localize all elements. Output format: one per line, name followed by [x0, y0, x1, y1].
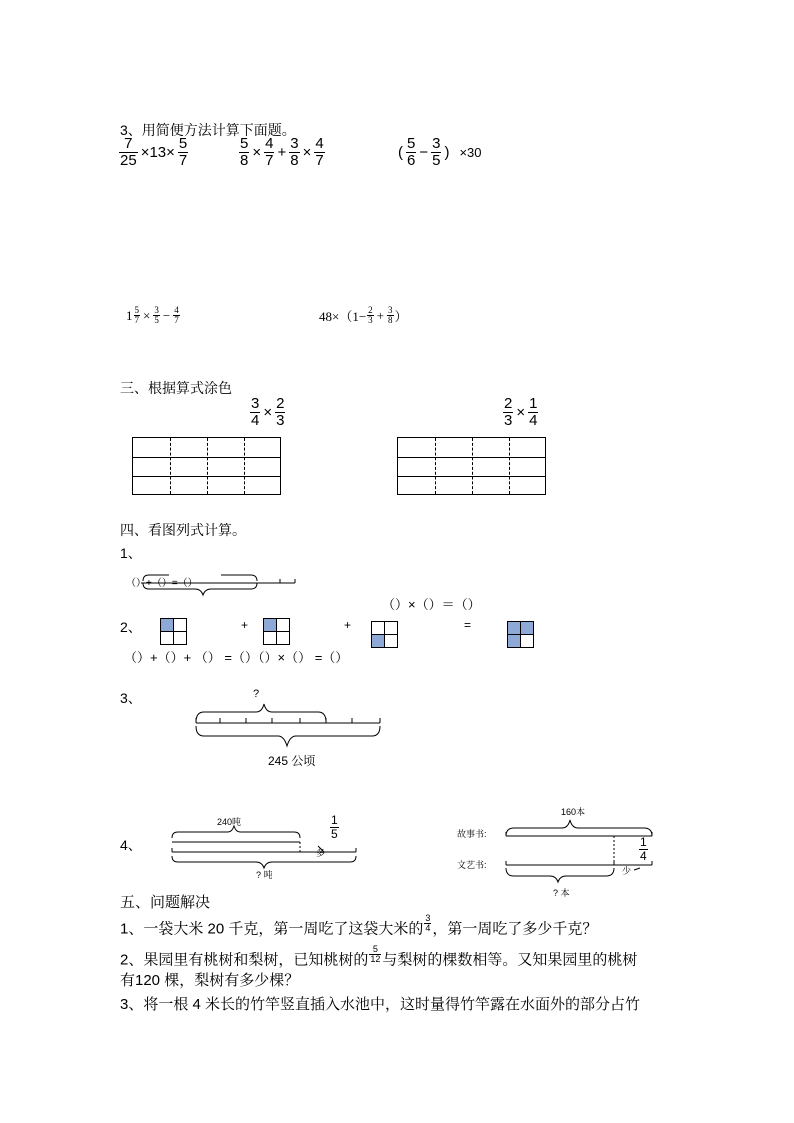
right-color-grid[interactable]	[397, 437, 546, 495]
color-section-title: 三、根据算式涂色	[120, 380, 232, 396]
q1-equation[interactable]: （）×（）＝（）	[382, 597, 481, 612]
q2-square-2	[263, 618, 290, 645]
q2-square-1	[160, 618, 187, 645]
q3-total: 245 公顷	[268, 754, 316, 768]
q4-left-bottom-label: ? 吨	[256, 870, 273, 880]
problem-3: 3、将一根 4 米长的竹竿竖直插入水池中，这时量得竹竿露在水面外的部分占竹	[120, 996, 641, 1013]
section-3-title: 3、用简便方法计算下面题。	[120, 122, 296, 138]
q4-right-row2-label: 文艺书:	[457, 860, 487, 870]
expression-2: $\frac{5}{8}$ × $\frac{4}{7}$ + $\frac{3}{8}$ × $\frac{4}{7}$	[240, 135, 324, 169]
section-4-title: 四、看图列式计算。	[120, 522, 246, 538]
q4-right-row1-label: 故事书:	[457, 829, 487, 839]
q4-left-fraction: $\frac{1}{5}$	[331, 813, 338, 841]
q2-plus-1: +	[241, 618, 249, 632]
q4-number: 4、	[120, 837, 142, 853]
q3-question: ?	[253, 688, 260, 700]
q2-equation[interactable]: （）+（）+ （） =（）（）×（） =（）	[124, 650, 349, 665]
q2-plus-2: +	[344, 618, 352, 632]
expression-4: 1 $\frac{5}{7}$ × $\frac{3}{5}$ − $\frac{4}{7}$	[126, 305, 179, 326]
q4-right-top-label: 160本	[561, 807, 586, 817]
section-5-title: 五、问题解决	[120, 894, 211, 911]
q3-segment-diagram	[190, 700, 386, 752]
q4-left-more: 多	[316, 848, 326, 858]
expression-3: ( $\frac{5}{6}$ − $\frac{3}{5}$ ) ×30	[398, 135, 482, 169]
q2-square-3	[371, 621, 398, 648]
problem-1: 1、一袋大米 20 千克，第一周吃了这袋大米的 $\frac{3}{4}$ ，第一周吃了多少千克？	[120, 913, 598, 938]
expression-1: $\frac{7}{25}$ ×13× $\frac{5}{7}$	[120, 135, 188, 169]
left-color-formula: $\frac{3}{4}$ × $\frac{2}{3}$	[251, 395, 285, 429]
q2-equals: =	[464, 618, 472, 632]
q4-right-bottom-label: ? 本	[553, 888, 570, 898]
q1-number: 1、	[120, 545, 142, 561]
q4-right-diagram	[500, 812, 660, 886]
q4-left-diagram	[168, 824, 363, 872]
q4-right-fraction: $\frac{1}{4}$	[640, 835, 647, 863]
expression-5: 48×（1− $\frac{2}{3}$ + $\frac{3}{8}$ ）	[319, 305, 408, 326]
problem-2-line-2: 有120 棵，梨树有多少棵？	[120, 972, 300, 989]
q4-right-less: 少	[622, 866, 632, 876]
q2-number: 2、	[120, 619, 142, 635]
q3-number: 3、	[120, 690, 142, 706]
q2-square-result	[507, 621, 534, 648]
right-color-formula: $\frac{2}{3}$ × $\frac{1}{4}$	[504, 395, 538, 429]
left-color-grid[interactable]	[132, 437, 281, 495]
problem-2-line-1: 2、果园里有桃树和梨树，已知桃树的 $\frac{5}{12}$ 与梨树的棵数相等。又知果园里的桃树	[120, 944, 638, 969]
q4-left-top-label: 240吨	[217, 817, 242, 827]
q1-blank-label[interactable]: （）+（）=（）	[126, 578, 198, 589]
